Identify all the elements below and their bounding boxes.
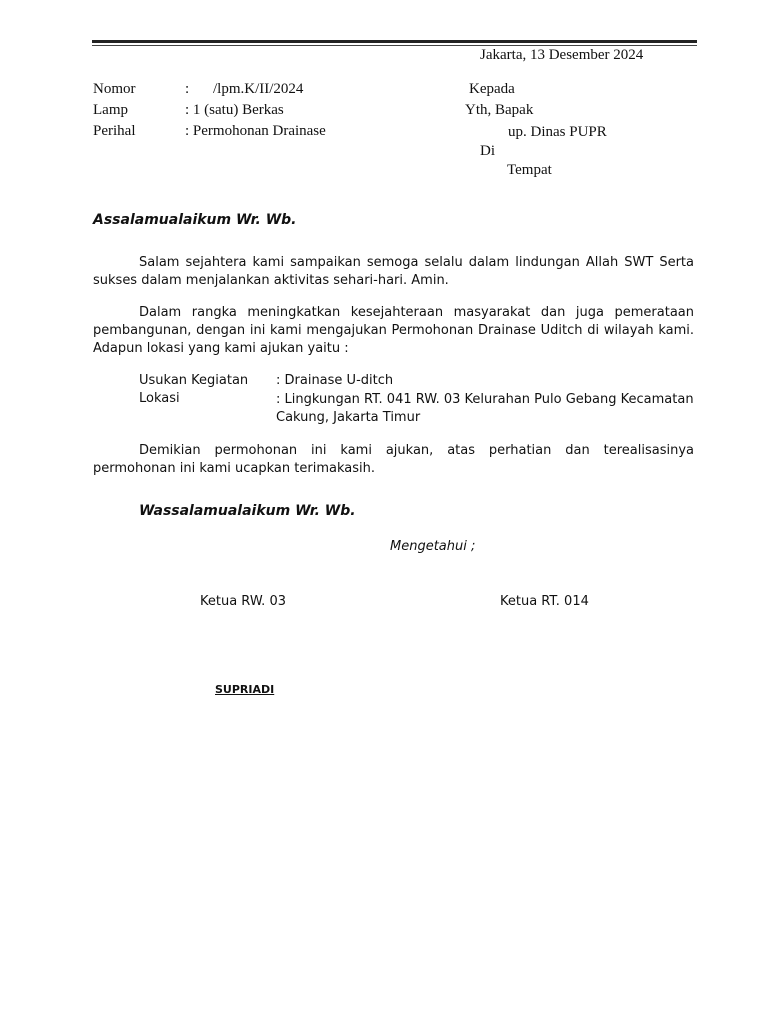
nomor-value: /lpm.K/II/2024 (213, 81, 304, 97)
nomor-label: Nomor (93, 81, 136, 97)
recipient-di: Di (480, 143, 495, 159)
usulan-value: : Drainase U-ditch (276, 373, 394, 388)
mengetahui-label: Mengetahui ; (390, 539, 476, 554)
usulan-label: Usukan Kegiatan (139, 373, 249, 388)
paragraph-closing: Demikian permohonan ini kami ajukan, atas perhatian dan terealisasinya permohonan ini kami ucapkan terimakasih. (93, 443, 694, 476)
paragraph-request: Dalam rangka meningkatkan kesejahteraan masyarakat dan juga pemerataan pembangunan, dengan ini kami mengajukan Permohonan Drainase Uditch di wilayah kami. Adapun lokasi yang kami ajukan yaitu : (93, 305, 694, 356)
recipient-tempat: Tempat (507, 162, 552, 178)
header-rule-thick (92, 40, 697, 43)
header-rule-thin (92, 45, 697, 46)
lokasi-value: : Lingkungan RT. 041 RW. 03 Kelurahan Pulo Gebang Kecamatan Cakung, Jakarta Timur (276, 392, 694, 425)
lamp-label: Lamp (93, 102, 128, 118)
paragraph-intro: Salam sejahtera kami sampaikan semoga selalu dalam lindungan Allah SWT Serta sukses dalam menjalankan aktivitas sehari-hari. Amin. (93, 255, 694, 288)
rt-title: Ketua RT. 014 (500, 594, 589, 609)
perihal-value: : Permohonan Drainase (185, 123, 326, 139)
closing-greeting: Wassalamualaikum Wr. Wb. (139, 503, 356, 519)
recipient-yth: Yth, Bapak (465, 102, 534, 118)
lamp-value: : 1 (satu) Berkas (185, 102, 284, 118)
rw-signatory-name: SUPRIADI (215, 683, 275, 696)
opening-greeting: Assalamualaikum Wr. Wb. (93, 212, 297, 228)
recipient-up: up. Dinas PUPR (508, 124, 607, 140)
lokasi-label: Lokasi (139, 391, 180, 406)
place-date: Jakarta, 13 Desember 2024 (480, 47, 644, 63)
rw-title: Ketua RW. 03 (200, 594, 286, 609)
perihal-label: Perihal (93, 123, 136, 139)
recipient-kepada: Kepada (469, 81, 515, 97)
nomor-colon: : (185, 81, 190, 97)
